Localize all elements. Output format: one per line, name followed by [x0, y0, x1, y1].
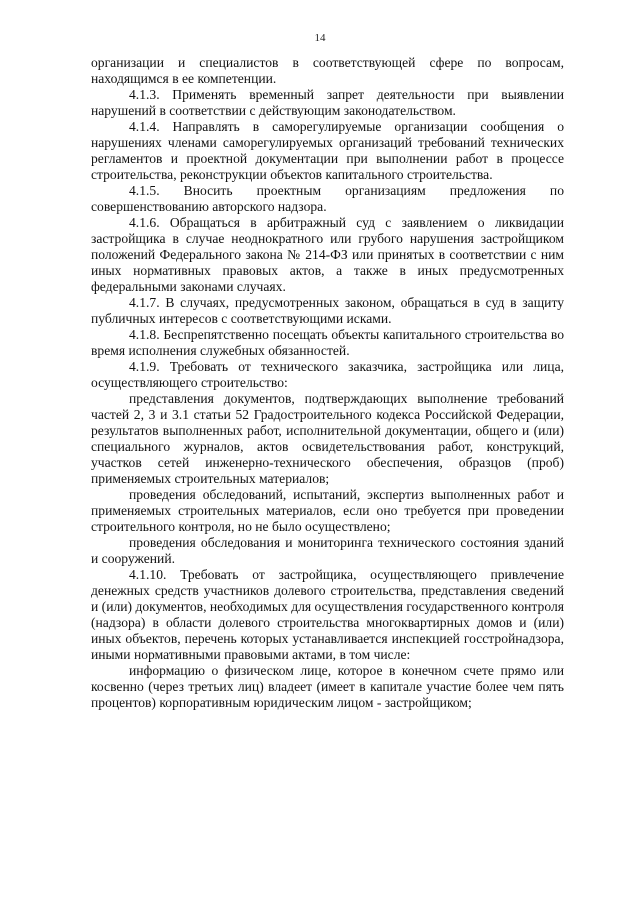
paragraph: представления документов, подтверждающих выполнение требований частей 2, 3 и 3.1 статьи 52 Градостроительного кодекса Российской Федерации, результатов выполненных работ, исполнительной документации, общего и (или) специального журналов, актов освидетельствования работ, конструкций, участков сетей инженерно-технического обеспечения, образцов (проб) применяемых строительных материалов; — [91, 391, 564, 486]
paragraph: 4.1.5. Вносить проектным организациям предложения по совершенствованию авторского надзора. — [91, 183, 564, 214]
paragraph: 4.1.10. Требовать от застройщика, осуществляющего привлечение денежных средств участников долевого строительства, представления сведений и (или) документов, необходимых для осуществления государственного контроля (надзора) в области долевого строительства многоквартирных домов и (или) иных объектов, перечень которых устанавливается инспекцией госстройнадзора, иными нормативными правовыми актами, в том числе: — [91, 567, 564, 662]
paragraph: 4.1.8. Беспрепятственно посещать объекты капитального строительства во время исполнения служебных обязанностей. — [91, 327, 564, 358]
document-body — [91, 55, 564, 711]
paragraph: 4.1.4. Направлять в саморегулируемые организации сообщения о нарушениях членами саморегулируемых организаций требований технических регламентов и проектной документации при выполнении работ в процессе строительства, реконструкции объектов капитального строительства. — [91, 119, 564, 182]
paragraph: 4.1.6. Обращаться в арбитражный суд с заявлением о ликвидации застройщика в случае неоднократного или грубого нарушения застройщиком положений Федерального закона № 214-ФЗ или принятых в соответствии с ним иных нормативных правовых актов, а также в иных предусмотренных федеральными законами случаях. — [91, 215, 564, 294]
paragraph: информацию о физическом лице, которое в конечном счете прямо или косвенно (через третьих лиц) владеет (имеет в капитале участие более чем пять процентов) корпоративным юридическим лицом - застройщиком; — [91, 663, 564, 710]
paragraph: проведения обследования и мониторинга технического состояния зданий и сооружений. — [91, 535, 564, 566]
paragraph: проведения обследований, испытаний, экспертиз выполненных работ и применяемых строительных материалов, если оно требуется при проведении строительного контроля, но не было осуществлено; — [91, 487, 564, 534]
page-number: 14 — [314, 32, 326, 44]
paragraph: организации и специалистов в соответствующей сфере по вопросам, находящимся в ее компетенции. — [91, 55, 564, 86]
paragraph: 4.1.3. Применять временный запрет деятельности при выявлении нарушений в соответствии с действующим законодательством. — [91, 87, 564, 118]
paragraph: 4.1.7. В случаях, предусмотренных законом, обращаться в суд в защиту публичных интересов с соответствующими исками. — [91, 295, 564, 326]
paragraph: 4.1.9. Требовать от технического заказчика, застройщика или лица, осуществляющего строительство: — [91, 359, 564, 390]
